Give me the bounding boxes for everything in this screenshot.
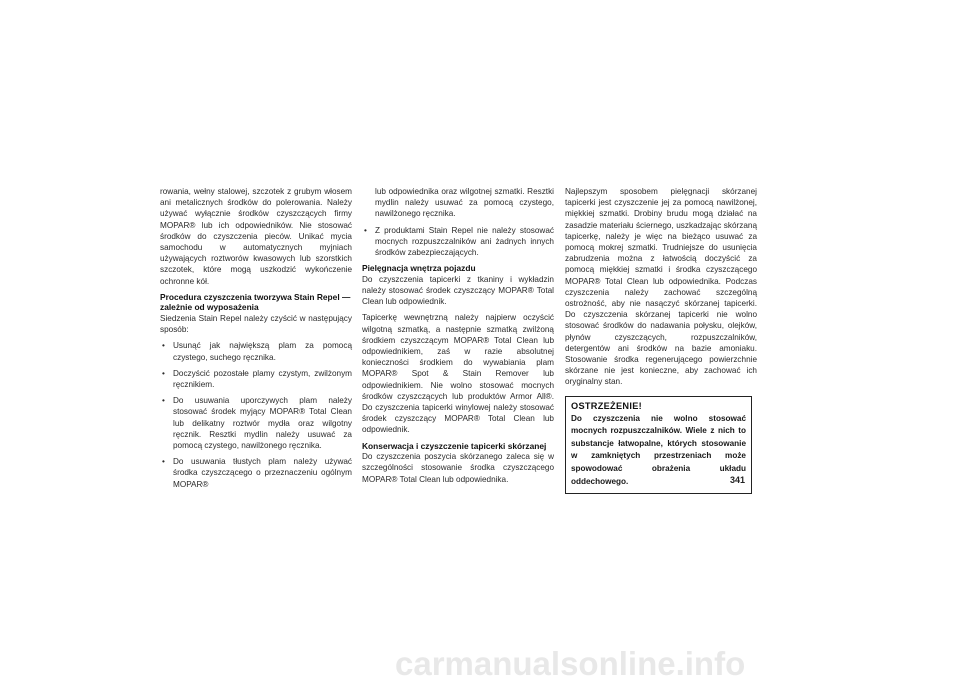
watermark: carmanualsonline.info bbox=[395, 645, 746, 682]
column-left bbox=[160, 186, 352, 495]
upholstery-text: Tapicerkę wewnętrzną należy najpierw oczyścić wilgotną szmatką, a następnie szmatką zwilżoną środkiem czyszczącym MOPAR® Total Clean lub odpowiednikiem, zaś w razie absolutnej konieczności środkiem do wywabiania plam MOPAR® Spot & Stain Remover lub odpowiednikiem. Nie wolno stosować mocnych środków czyszczących lub produktów Armor All®. Do czyszczenia tapicerki winylowej należy stosować środek czyszczący MOPAR® Total Clean lub odpowiednik. bbox=[362, 313, 554, 435]
bullet-continuation-list bbox=[362, 186, 554, 220]
section-heading-interior-care: Pielęgnacja wnętrza pojazdu bbox=[362, 263, 476, 274]
warning-box bbox=[565, 396, 752, 495]
bullet-item: • Doczyścić pozostałe plamy czystym, zwilżonym ręcznikiem. bbox=[160, 368, 352, 390]
page-number: 341 bbox=[730, 475, 746, 485]
bullet-continuation: lub odpowiednika oraz wilgotnej szmatki. Resztki mydlin należy usuwać za pomocą czystego, nawilżonego ręcznika. bbox=[375, 187, 554, 219]
warning-text: Do czyszczenia nie wolno stosować mocnych rozpuszczalników. Wiele z nich to substancje łatwopalne, których stosowanie w zamkniętych przestrzeniach może spowodować obrażenia układu oddechowego. bbox=[571, 413, 746, 486]
stain-repel-bullets bbox=[160, 340, 352, 489]
interior-care-text: Do czyszczenia tapicerki z tkaniny i wykładzin należy stosować środek czyszczący MOPAR® Total Clean lub odpowiednik. bbox=[362, 274, 554, 307]
bullet-item: • Do usuwania tłustych plam należy używać środka czyszczącego o przeznaczeniu ogólnym MOPAR® bbox=[160, 456, 352, 490]
warning-title: OSTRZEŻENIE! bbox=[571, 400, 642, 411]
column-middle bbox=[362, 186, 554, 490]
leather-care-text: Do czyszczenia poszycia skórzanego zaleca się w szczególności stosowanie środka czyszczącego MOPAR® Total Clean lub odpowiednika. bbox=[362, 452, 554, 484]
intro-paragraph: rowania, wełny stalowej, szczotek z grubym włosem ani metalicznych środków do polerowania. Należy używać wyłącznie środków czyszczących firmy MOPAR® lub ich odpowiedników. Nie stosować środków do czyszczenia pieców. Unikać mycia samochodu w automatycznych myjniach używających roztworów kwasowych lub szorstkich szczotek, które mogą uszkodzić wykończenie ochronne kół. bbox=[160, 187, 352, 286]
leather-care-paragraph: Najlepszym sposobem pielęgnacji skórzanej tapicerki jest czyszczenie jej za pomocą nawilżonej, miękkiej szmatki. Drobiny brudu mogą działać na zasadzie materiału ściernego, uszkadzając skórzaną tapicerkę, należy je więc na bieżąco usuwać za pomocą mokrej szmatki. Trudniejsze do usunięcia zabrudzenia można z łatwością doczyścić za pomocą miękkiej szmatki i środka czyszczącego MOPAR® Total Clean lub odpowiednika. Podczas czyszczenia należy zachować szczególną ostrożność, aby nie nasączyć skórzanej tapicerki. Do czyszczenia skórzanej tapicerki nie wolno stosować środków do nadawania połysku, olejków, płynów czyszczących, rozpuszczalników, detergentów ani środków na bazie amoniaku. Stosowanie środka regenerującego powierzchnie skórzane nie jest konieczne, aby zachować ich oryginalny stan. bbox=[565, 187, 757, 387]
stain-repel-bullets-2 bbox=[362, 225, 554, 259]
stain-repel-text: Siedzenia Stain Repel należy czyścić w następujący sposób: bbox=[160, 314, 352, 335]
column-right bbox=[565, 186, 757, 494]
bullet-item: • Usunąć jak największą plam za pomocą czystego, suchego ręcznika. bbox=[160, 340, 352, 362]
section-heading-leather-care: Konserwacja i czyszczenie tapicerki skórzanej bbox=[362, 440, 547, 451]
bullet-item: • Do usuwania uporczywych plam należy stosować środek myjący MOPAR® Total Clean lub delikatny roztwór mydła oraz wilgotny ręcznik. Resztki mydlin należy usuwać za pomocą czystego, nawilżonego ręcznika. bbox=[160, 395, 352, 451]
section-heading-stain-repel: Procedura czyszczenia tworzywa Stain Repel — zależnie od wyposażenia bbox=[160, 291, 351, 313]
bullet-item: • Z produktami Stain Repel nie należy stosować mocnych rozpuszczalników ani żadnych innych środków zabezpieczających. bbox=[362, 225, 554, 259]
